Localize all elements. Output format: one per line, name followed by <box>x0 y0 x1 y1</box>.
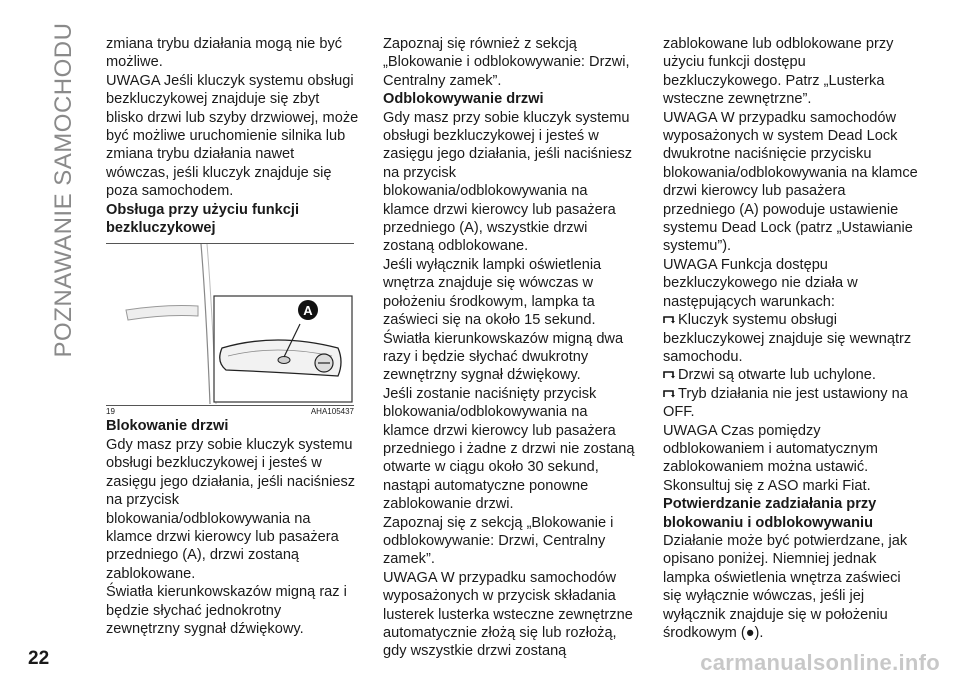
paragraph: Światła kierunkowskazów migną raz i będzie słychać jednokrotny zewnętrzny sygnał dźwiękowy. <box>106 584 347 637</box>
bullet-text: Kluczyk systemu obsługi bezkluczykowej znajduje się wewnątrz samochodu. <box>663 312 912 365</box>
bullet-arrow-icon <box>663 370 675 379</box>
paragraph: Światła kierunkowskazów migną dwa razy i będzie słychać dwukrotny zewnętrzny sygnał dźwiękowy. <box>383 330 624 384</box>
section-heading: Blokowanie drzwi <box>106 418 229 435</box>
paragraph: Jeśli wyłącznik lampki oświetlenia wnętrza znajduje się wówczas w położeniu środkowym, lampka ta zaświeci się na około 15 sekund. <box>383 256 602 329</box>
figure-number: 19 <box>106 407 115 417</box>
paragraph: Gdy masz przy sobie kluczyk systemu obsługi bezkluczykowej i jesteś w zasięgu jego działania, jeśli naciśniesz na przycisk blokowania/odblokowywania na klamce drzwi kierowcy lub pasażera przedniego (A), drzwi zostaną zablokowane. <box>106 436 356 582</box>
bullet-arrow-icon <box>663 315 675 324</box>
section-heading: Odblokowywanie drzwi <box>383 91 544 108</box>
bullet-item <box>663 311 919 366</box>
section-side-tab <box>44 22 84 358</box>
paragraph: UWAGA Czas pomiędzy odblokowaniem i automatycznym zablokowaniem można ustawić. Skonsultuj się z ASO marki Fiat. <box>663 422 878 494</box>
section-heading: Potwierdzanie zadziałania przy blokowaniu i odblokowywaniu <box>663 496 877 531</box>
column-2 <box>383 35 636 661</box>
column-1 <box>106 35 359 638</box>
door-handle-illustration <box>106 244 354 404</box>
paragraph: zablokowane lub odblokowane przy użyciu funkcji dostępu bezkluczykowego. Patrz „Lusterka wsteczne zewnętrzne”. <box>663 36 894 108</box>
column-3 <box>663 35 919 642</box>
bullet-item <box>663 385 919 422</box>
section-heading: Obsługa przy użyciu funkcji bezkluczykowej <box>106 201 299 237</box>
door-handle-figure <box>106 243 354 404</box>
watermark: carmanualsonline.info <box>700 650 940 675</box>
section-title: POZNAWANIE SAMOCHODU <box>50 22 77 358</box>
paragraph: Gdy masz przy sobie kluczyk systemu obsługi bezkluczykowej i jesteś w zasięgu jego działania, jeśli naciśniesz na przycisk blokowania/odblokowywania na klamce drzwi kierowcy lub pasażera przedniego (A), wszystkie drzwi zostaną odblokowane. <box>383 109 633 255</box>
paragraph: Zapoznaj się z sekcją „Blokowanie i odblokowywanie: Drzwi, Centralny zamek”. <box>383 514 614 568</box>
bullet-arrow-icon <box>663 389 675 398</box>
paragraph: Zapoznaj się również z sekcją „Blokowanie i odblokowywanie: Drzwi, Centralny zamek”. <box>383 36 630 89</box>
bullet-text: Drzwi są otwarte lub uchylone. <box>678 367 876 384</box>
paragraph: UWAGA W przypadku samochodów wyposażonych w przycisk składania lusterek lusterka wsteczne zewnętrzne automatycznie złożą się lub rozłożą, gdy wszystkie drzwi zostaną <box>383 569 633 660</box>
figure-caption <box>106 405 354 417</box>
paragraph: Działanie może być potwierdzane, jak opisano poniżej. Niemniej jednak lampka oświetlenia wnętrza zaświeci się wyłącznie wówczas, jeśli jej wyłącznik znajduje się w położeniu środkowym (●). <box>663 532 908 641</box>
paragraph: UWAGA Funkcja dostępu bezkluczykowego nie działa w następujących warunkach: <box>663 256 858 310</box>
page-number: 22 <box>28 648 50 669</box>
figure-code: AHA105437 <box>310 407 354 417</box>
callout-label: A <box>303 303 313 319</box>
paragraph: zmiana trybu działania mogą nie być możliwe. <box>106 36 343 71</box>
bullet-text: Tryb działania nie jest ustawiony na OFF. <box>663 385 908 421</box>
bullet-item <box>663 366 919 384</box>
paragraph: UWAGA W przypadku samochodów wyposażonych w system Dead Lock dwukrotne naciśnięcie przycisku blokowania/odblokowywania na klamce drzwi kierowcy lub pasażera przedniego (A) powoduje ustawienie systemu Dead Lock (patrz „Ustawianie systemu”). <box>663 109 918 255</box>
paragraph: Jeśli zostanie naciśnięty przycisk blokowania/odblokowywania na klamce drzwi kierowcy lub pasażera przedniego i żadne z drzwi nie zostaną otwarte w ciągu około 30 sekund, nastąpi automatyczne ponowne zablokowanie drzwi. <box>383 385 635 513</box>
paragraph: UWAGA Jeśli kluczyk systemu obsługi bezkluczykowej znajduje się zbyt blisko drzwi lub szyby drzwiowej, może być możliwe uruchomienie silnika lub zmiana trybu działania nawet wówczas, jeśli kluczyk znajduje się poza samochodem. <box>106 72 359 200</box>
